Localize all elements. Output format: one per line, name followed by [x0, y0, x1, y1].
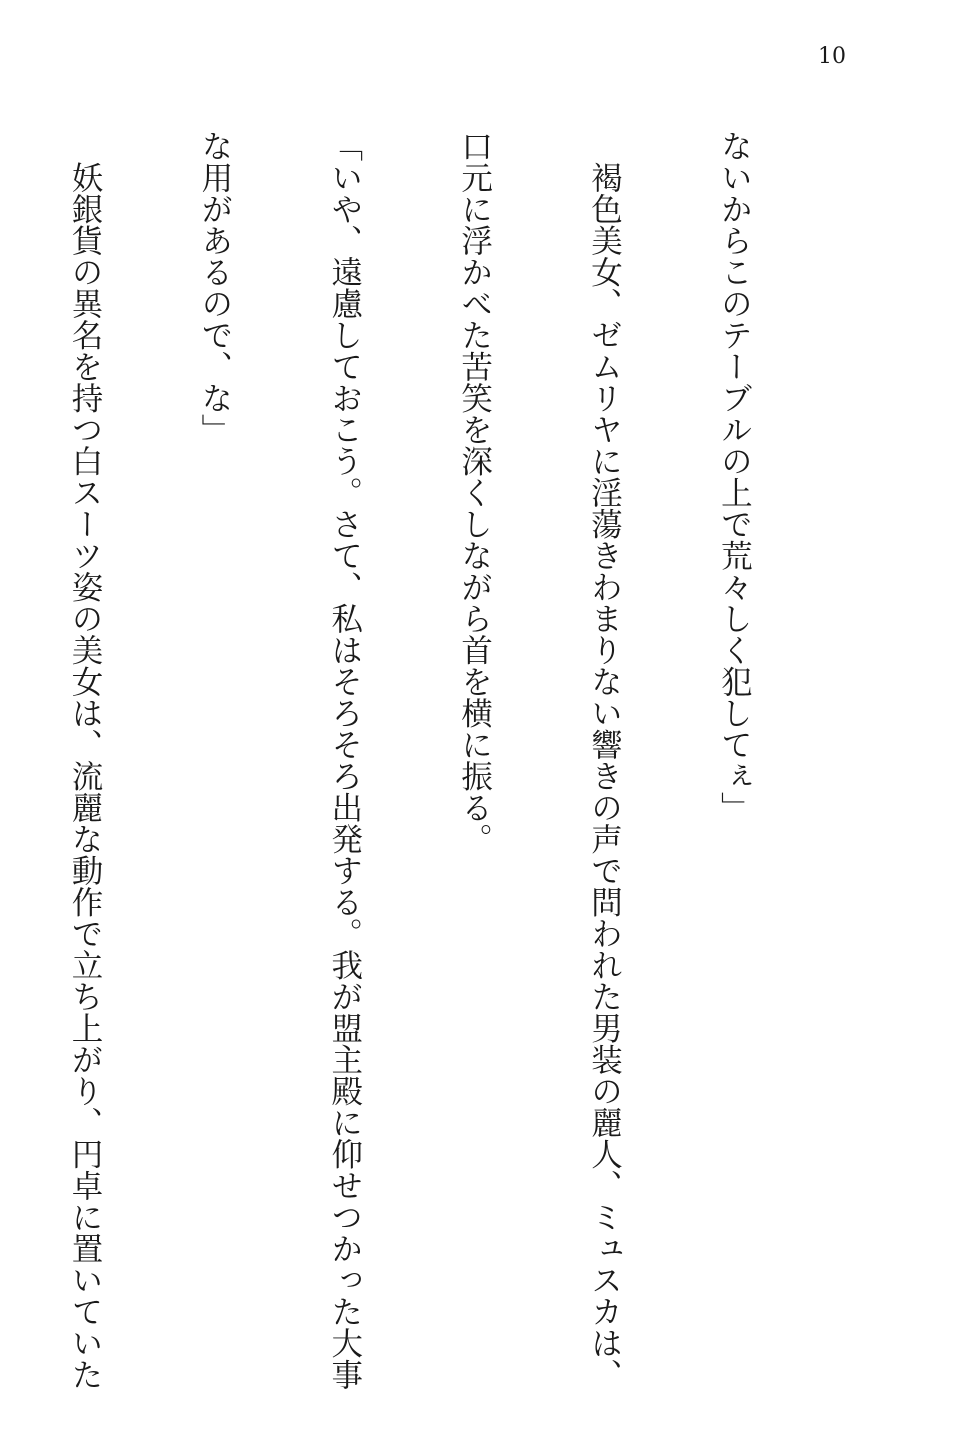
page-number: 10 [818, 44, 846, 69]
novel-text-body [66, 130, 842, 1390]
text-line: 「いや、遠慮しておこう。さて、私はそろそろ出発する。我が盟主殿に仰せつかった大事 [326, 130, 363, 1390]
text-line: 口元に浮かべた苦笑を深くしながら首を横に振る。 [456, 130, 493, 855]
text-line: な用があるので、な」 [196, 130, 233, 445]
text-line: ないからこのテーブルの上で荒々しく犯してぇ」 [716, 130, 753, 823]
text-line: 妖銀貨の異名を持つ白スーツ姿の美女は、流麗な動作で立ち上がり、円卓に置いていた [66, 130, 103, 1390]
text-line: 褐色美女、ゼムリヤに淫蕩きわまりない響きの声で問われた男装の麗人、ミュスカは、 [586, 130, 623, 1390]
